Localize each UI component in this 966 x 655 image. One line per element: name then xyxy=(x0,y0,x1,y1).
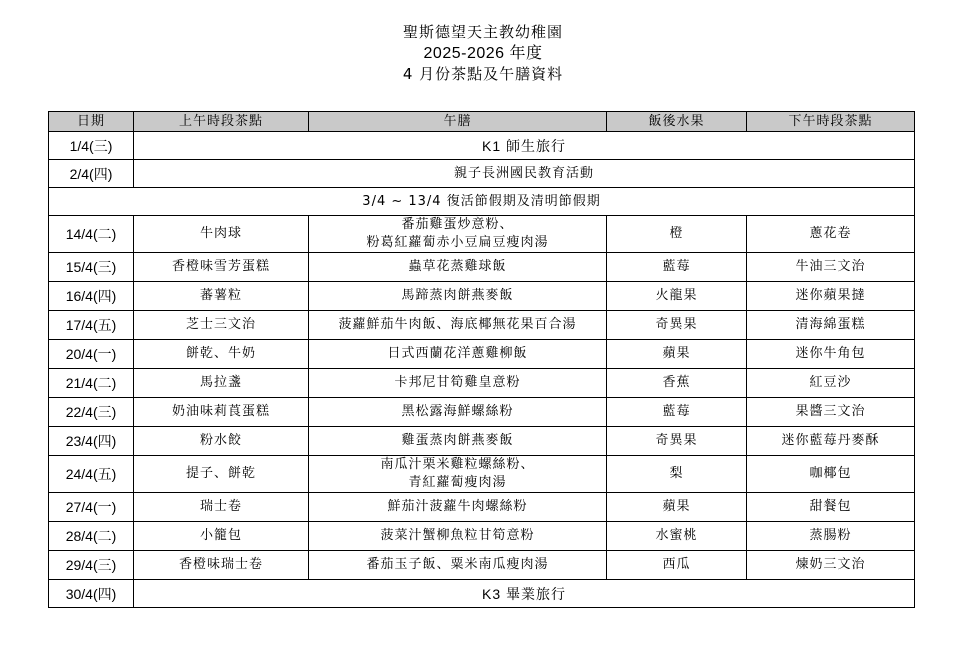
pm-snack-cell: 牛油三文治 xyxy=(747,253,915,282)
table-row xyxy=(49,580,915,608)
date-cell: 2/4(四) xyxy=(49,160,134,188)
am-snack-cell: 瑞士卷 xyxy=(134,493,309,522)
lunch-cell: 雞蛋蒸肉餅燕麥飯 xyxy=(309,427,607,456)
pm-snack-cell: 蒸腸粉 xyxy=(747,522,915,551)
document-title: 4 月份茶點及午膳資料 xyxy=(402,65,564,83)
am-snack-cell: 提子、餅乾 xyxy=(134,456,309,493)
table-row xyxy=(49,216,915,253)
date-cell: 16/4(四) xyxy=(49,282,134,311)
table-row xyxy=(49,340,915,369)
am-snack-cell: 奶油味莉莨蛋糕 xyxy=(134,398,309,427)
pm-snack-cell: 蔥花卷 xyxy=(747,216,915,253)
table-row xyxy=(49,493,915,522)
lunch-cell xyxy=(309,456,607,493)
pm-snack-cell: 果醬三文治 xyxy=(747,398,915,427)
date-cell: 21/4(二) xyxy=(49,369,134,398)
header-pm-snack: 下午時段茶點 xyxy=(747,112,915,132)
pm-snack-cell: 迷你牛角包 xyxy=(747,340,915,369)
table-row xyxy=(49,253,915,282)
fruit-cell: 蘋果 xyxy=(607,493,747,522)
pm-snack-cell: 迷你蘋果撻 xyxy=(747,282,915,311)
date-cell: 30/4(四) xyxy=(49,580,134,608)
fruit-cell: 藍莓 xyxy=(607,253,747,282)
table-row xyxy=(49,160,915,188)
academic-year: 2025-2026 年度 xyxy=(423,45,543,62)
menu-table xyxy=(48,111,915,608)
table-row xyxy=(49,188,915,216)
lunch-cell: 日式西蘭花洋蔥雞柳飯 xyxy=(309,340,607,369)
date-cell: 23/4(四) xyxy=(49,427,134,456)
pm-snack-cell: 紅豆沙 xyxy=(747,369,915,398)
table-row xyxy=(49,282,915,311)
fruit-cell: 香蕉 xyxy=(607,369,747,398)
header-row xyxy=(49,112,915,132)
header-date: 日期 xyxy=(49,112,134,132)
table-row xyxy=(49,456,915,493)
fruit-cell: 火龍果 xyxy=(607,282,747,311)
date-cell: 15/4(三) xyxy=(49,253,134,282)
lunch-cell: 黑松露海鮮螺絲粉 xyxy=(309,398,607,427)
date-cell: 1/4(三) xyxy=(49,132,134,160)
table-row xyxy=(49,369,915,398)
lunch-line-1: 番茄雞蛋炒意粉、 xyxy=(401,217,514,232)
lunch-cell: 蟲草花蒸雞球飯 xyxy=(309,253,607,282)
lunch-cell: 鮮茄汁菠蘿牛肉螺絲粉 xyxy=(309,493,607,522)
date-cell: 27/4(一) xyxy=(49,493,134,522)
table-row xyxy=(49,132,915,160)
am-snack-cell: 粉水餃 xyxy=(134,427,309,456)
pm-snack-cell: 迷你藍莓丹麥酥 xyxy=(747,427,915,456)
am-snack-cell: 蕃薯粒 xyxy=(134,282,309,311)
fruit-cell: 水蜜桃 xyxy=(607,522,747,551)
date-cell: 17/4(五) xyxy=(49,311,134,340)
am-snack-cell: 香橙味瑞士卷 xyxy=(134,551,309,580)
lunch-line-1: 南瓜汁栗米雞粒螺絲粉、 xyxy=(380,457,535,472)
lunch-cell: 卡邦尼甘筍雞皇意粉 xyxy=(309,369,607,398)
event-cell: K3 畢業旅行 xyxy=(134,580,915,608)
school-name: 聖斯德望天主教幼稚園 xyxy=(402,23,563,41)
pm-snack-cell: 煉奶三文治 xyxy=(747,551,915,580)
document-header xyxy=(0,22,966,85)
header-fruit: 飯後水果 xyxy=(607,112,747,132)
lunch-cell: 番茄玉子飯、粟米南瓜瘦肉湯 xyxy=(309,551,607,580)
lunch-cell: 菠菜汁蟹柳魚粒甘筍意粉 xyxy=(309,522,607,551)
am-snack-cell: 芝士三文治 xyxy=(134,311,309,340)
event-cell: 親子長洲國民教育活動 xyxy=(134,160,915,188)
date-cell: 14/4(二) xyxy=(49,216,134,253)
lunch-cell xyxy=(309,216,607,253)
table-row xyxy=(49,311,915,340)
table-row xyxy=(49,398,915,427)
pm-snack-cell: 甜餐包 xyxy=(747,493,915,522)
fruit-cell: 奇異果 xyxy=(607,427,747,456)
fruit-cell: 西瓜 xyxy=(607,551,747,580)
header-lunch: 午膳 xyxy=(309,112,607,132)
date-cell: 22/4(三) xyxy=(49,398,134,427)
pm-snack-cell: 清海綿蛋糕 xyxy=(747,311,915,340)
date-cell: 20/4(一) xyxy=(49,340,134,369)
holiday-cell: 3/4 ~ 13/4 復活節假期及清明節假期 xyxy=(49,188,915,216)
am-snack-cell: 馬拉盞 xyxy=(134,369,309,398)
table-row xyxy=(49,522,915,551)
table-row xyxy=(49,551,915,580)
am-snack-cell: 餅乾、牛奶 xyxy=(134,340,309,369)
date-cell: 28/4(二) xyxy=(49,522,134,551)
lunch-line-2: 青紅蘿蔔瘦肉湯 xyxy=(408,475,507,490)
am-snack-cell: 香橙味雪芳蛋糕 xyxy=(134,253,309,282)
header-am-snack: 上午時段茶點 xyxy=(134,112,309,132)
event-cell: K1 師生旅行 xyxy=(134,132,915,160)
lunch-line-2: 粉葛紅蘿蔔赤小豆扁豆瘦肉湯 xyxy=(366,235,549,250)
lunch-cell: 菠蘿鮮茄牛肉飯、海底椰無花果百合湯 xyxy=(309,311,607,340)
fruit-cell: 橙 xyxy=(607,216,747,253)
fruit-cell: 梨 xyxy=(607,456,747,493)
am-snack-cell: 牛肉球 xyxy=(134,216,309,253)
fruit-cell: 奇異果 xyxy=(607,311,747,340)
table-row xyxy=(49,427,915,456)
fruit-cell: 藍莓 xyxy=(607,398,747,427)
am-snack-cell: 小籠包 xyxy=(134,522,309,551)
date-cell: 29/4(三) xyxy=(49,551,134,580)
pm-snack-cell: 咖椰包 xyxy=(747,456,915,493)
lunch-cell: 馬蹄蒸肉餅燕麥飯 xyxy=(309,282,607,311)
date-cell: 24/4(五) xyxy=(49,456,134,493)
fruit-cell: 蘋果 xyxy=(607,340,747,369)
